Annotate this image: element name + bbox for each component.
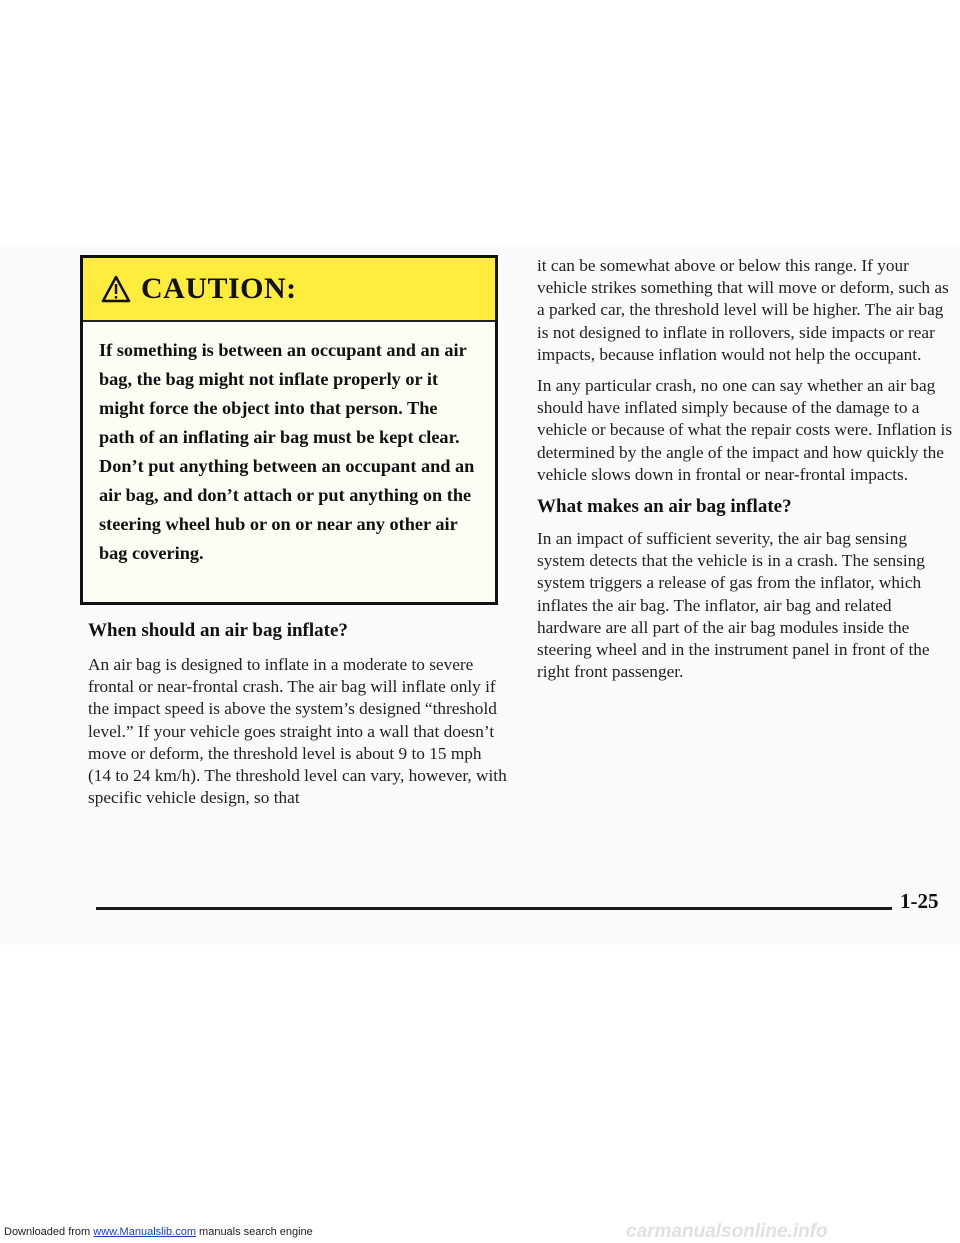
paragraph-particular-crash: In any particular crash, no one can say whether an air bag should have inflated simply because of the damage to a vehicle or because of what the repair costs were. Inflation is determined by the angle of the impact and how quickly the vehicle slows down in frontal or near-frontal impacts. [537,376,953,484]
right-column [537,255,955,683]
site-watermark: carmanualsonline.info [626,1221,828,1242]
download-footer [4,1226,313,1238]
manualslib-link[interactable]: www.Manualslib.com [93,1226,196,1238]
section-heading-when-inflate: When should an air bag inflate? [88,620,348,641]
paragraph-when-inflate: An air bag is designed to inflate in a moderate to severe frontal or near-frontal crash. The air bag will inflate only if the impact speed is above the system’s designed “threshold level.” If your vehicle goes straight into a wall that doesn’t move or deform, the threshold level is about 9 to 15 mph (14 to 24 km/h). The threshold level can vary, however, with specific vehicle design, so that [88,655,507,808]
footer-prefix: Downloaded from [4,1226,94,1238]
caution-title: CAUTION: [141,272,297,305]
paragraph-sensing-system: In an impact of sufficient severity, the air bag sensing system detects that the vehicle is in a crash. The sensing system triggers a release of gas from the inflator, which inflates the air bag. The inflator, air bag and related hardware are all part of the air bag modules inside the steering wheel and in the instrument panel in front of the right front passenger. [537,529,930,682]
paragraph-threshold-continued: it can be somewhat above or below this range. If your vehicle strikes something that will move or deform, such as a parked car, the threshold level will be higher. The air bag is not designed to inflate in rollovers, side impacts or rear impacts, because inflation would not help the occupant. [537,256,949,364]
footer-rule [96,907,892,910]
warning-triangle-icon [101,275,131,303]
section-heading-what-makes-inflate: What makes an air bag inflate? [537,496,792,518]
page-number: 1-25 [900,889,939,913]
caution-box [80,255,498,605]
footer-suffix: manuals search engine [195,1226,313,1238]
caution-text: If something is between an occupant and an air bag, the bag might not inflate properly or it might force the object into that person. The path of an inflating air bag must be kept clear. Don’t put anything between an occupant and an air bag, and don’t attach or put anything on the steering wheel hub or on or near any other air bag covering. [99,340,475,563]
caution-header [83,258,495,322]
left-column [88,618,508,809]
